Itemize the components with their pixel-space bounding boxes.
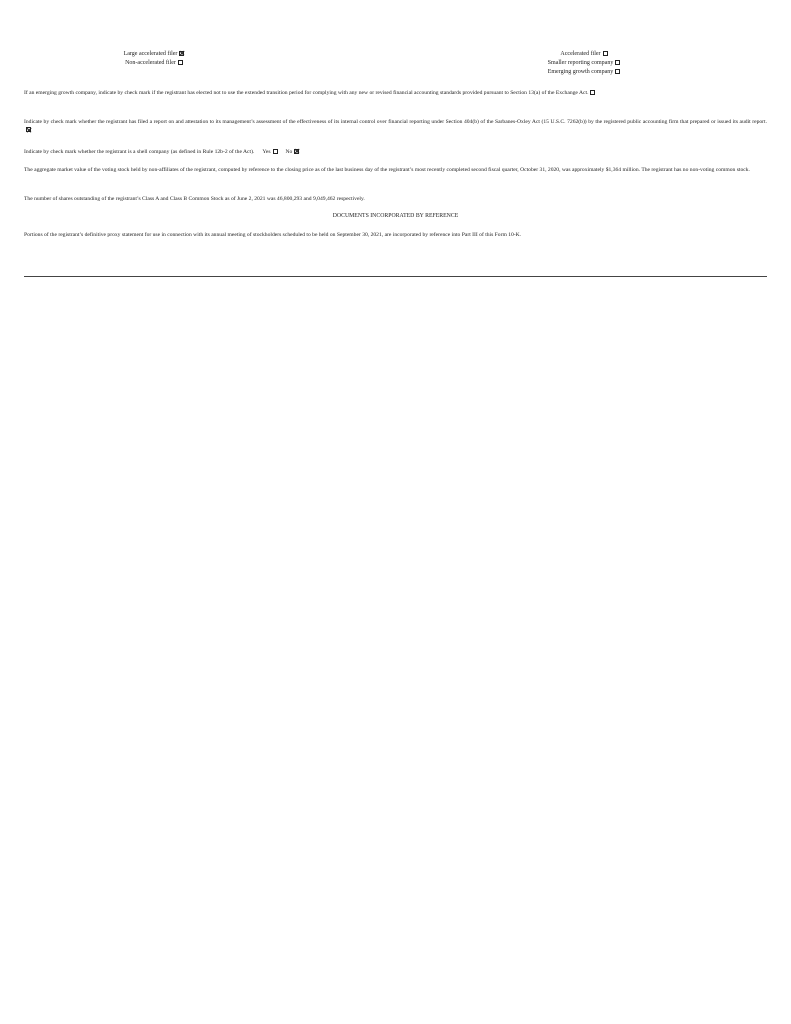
emerging-growth-election-text: If an emerging growth company, indicate by check mark if the registrant has elected not to use the extended transition period for complying with any new or revised financial accounting standards provided pursuant to Section 13(a) of the Exchange Act. — [24, 90, 589, 96]
attestation-text: Indicate by check mark whether the registrant has filed a report on and attestation to its management’s assessment of the effectiveness of its internal control over financial reporting under Section 404(b) of the Sarbanes-Oxley Act (15 U.S.C. 7262(b)) by the registered public accounting firm that prepared or issued its audit report. — [24, 119, 767, 125]
emerging-growth-election-checkbox[interactable] — [590, 90, 595, 95]
documents-incorporated-heading: DOCUMENTS INCORPORATED BY REFERENCE — [332, 213, 459, 219]
smaller-reporting-company-label: Smaller reporting company — [547, 60, 614, 66]
large-accelerated-filer-row — [0, 50, 354, 59]
smaller-reporting-company-row — [419, 59, 749, 68]
accelerated-filer-row — [419, 50, 749, 59]
attestation-checkbox[interactable] — [26, 127, 31, 132]
shell-no-label: No — [285, 149, 293, 155]
emerging-growth-election-paragraph — [24, 89, 767, 98]
proxy-statement-text: Portions of the registrant’s definitive proxy statement for use in connection with its annual meeting of stockholders scheduled to be held on September 30, 2021, are incorporated by reference into Part III of this Form 10-K. — [24, 232, 522, 238]
shell-yes-label: Yes — [262, 149, 271, 155]
attestation-paragraph — [24, 118, 767, 135]
non-accelerated-filer-label: Non-accelerated filer — [125, 60, 176, 66]
shell-no-checkbox[interactable] — [294, 149, 299, 154]
accelerated-filer-label: Accelerated filer — [560, 51, 601, 57]
page-divider-rule — [24, 276, 767, 277]
emerging-growth-company-label: Emerging growth company — [547, 69, 614, 75]
shell-company-paragraph — [24, 148, 767, 157]
shares-outstanding-text: The number of shares outstanding of the registrant’s Class A and Class B Common Stock as of June 2, 2021 was 46,800,293 and 9,049,462 respectively. — [24, 196, 365, 202]
emerging-growth-company-row — [419, 68, 749, 77]
proxy-statement-paragraph — [24, 231, 767, 240]
smaller-reporting-company-checkbox[interactable] — [615, 60, 620, 65]
large-accelerated-filer-label: Large accelerated filer — [123, 51, 178, 57]
non-accelerated-filer-checkbox[interactable] — [178, 60, 183, 65]
non-accelerated-filer-row — [0, 59, 354, 68]
shares-outstanding-paragraph — [24, 195, 767, 204]
accelerated-filer-checkbox[interactable] — [603, 51, 608, 56]
shell-company-text: Indicate by check mark whether the registrant is a shell company (as defined in Rule 12b-2 of the Act). — [24, 149, 255, 155]
shell-yes-checkbox[interactable] — [273, 149, 278, 154]
filer-status-grid — [24, 50, 767, 82]
market-value-paragraph — [24, 166, 767, 175]
emerging-growth-company-checkbox[interactable] — [615, 69, 620, 74]
market-value-text: The aggregate market value of the voting stock held by non-affiliates of the registrant, computed by reference to the closing price as of the last business day of the registrant’s most recently completed second fiscal quarter, October 31, 2020, was approximately $1,364 million. The registrant has no non-voting common stock. — [24, 167, 750, 173]
large-accelerated-filer-checkbox[interactable] — [179, 51, 184, 56]
